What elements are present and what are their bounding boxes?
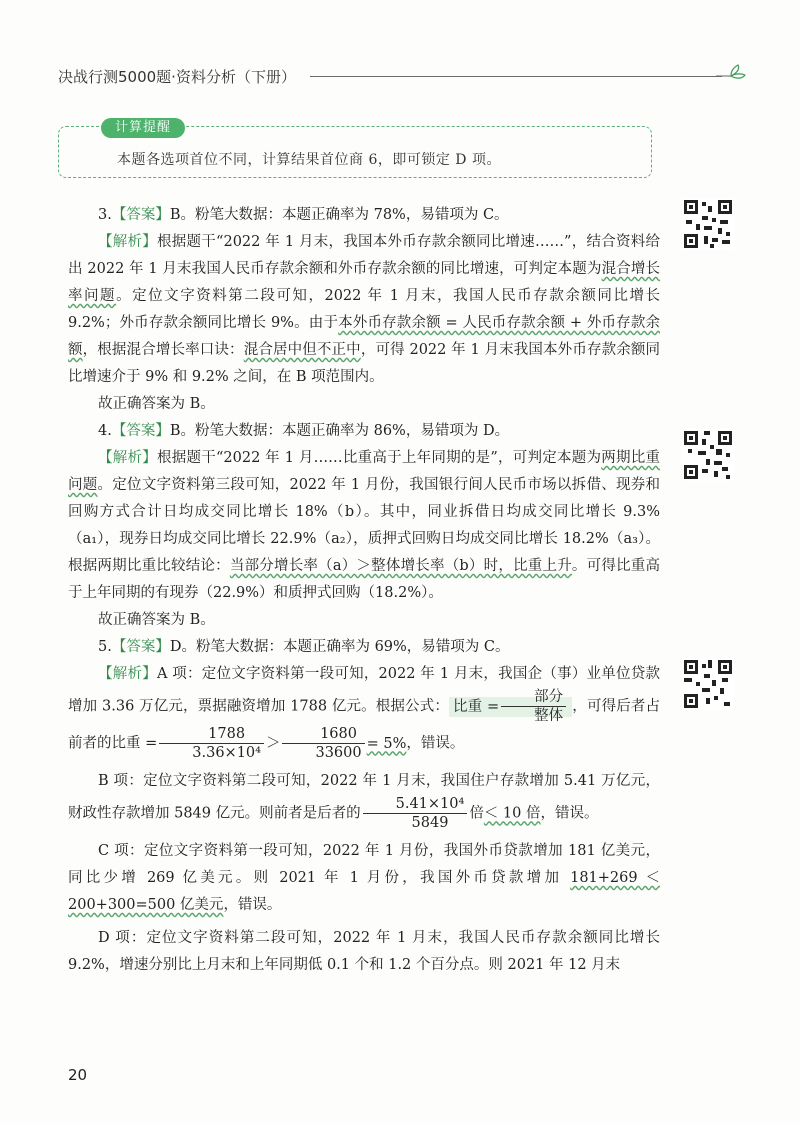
q3-analysis-text: ，根据混合增长率口诀： xyxy=(82,342,244,358)
qr-code-icon xyxy=(682,429,734,481)
book-title: 决战行测5000题·资料分析（下册） xyxy=(58,68,296,86)
q5-analysis-d: D 项：定位文字资料第二段可知，2022 年 1 月末，我国人民币存款余额同比增长 9.2%，增速分别比上月末和上年同期低 0.1 个和 1.2 个百分点。则 2021 年 12 月末 xyxy=(68,930,660,973)
q3-answer-tag: 【答案】 xyxy=(111,207,170,223)
q5-option-a-text: ，可得后者占前者的比重 = xyxy=(68,698,661,752)
q5-option-c-highlight: 181+269 ＜ 200+300=500 亿美元 xyxy=(68,870,660,913)
q5-option-b-end: ，错误。 xyxy=(540,805,599,822)
tip-text: 本题各选项首位不同，计算结果首位商 6，即可锁定 D 项。 xyxy=(117,152,501,168)
q3-analysis-text: ，可得 2022 年 1 月末我国本外币存款余额同比增速介于 9% 和 9.2% 之间，在 B 项范围内。 xyxy=(68,342,661,385)
q5-answer xyxy=(68,634,660,661)
q4-analysis xyxy=(68,445,660,607)
calc-result: = 5% xyxy=(366,735,407,752)
fraction-numerator: 1680 xyxy=(282,725,364,744)
sprout-icon xyxy=(714,62,748,84)
calc-fraction-2 xyxy=(282,725,364,762)
calc-highlight xyxy=(280,726,407,761)
q5-option-b-text: 倍 xyxy=(469,805,484,822)
q4-analysis-tag: 【解析】 xyxy=(98,450,157,466)
q3-answer-text: B。粉笔大数据：本题正确率为 78%，易错项为 C。 xyxy=(169,207,509,223)
fraction-denominator: 整体 xyxy=(534,708,564,724)
q5-option-a-end: ，错误。 xyxy=(406,735,465,752)
q3-highlight-formula: 本外币存款余额 = 人民币存款余额 + 外币存款余额 xyxy=(68,315,660,358)
fraction-numerator: 部分 xyxy=(501,688,566,707)
fraction-denominator: 3.36×10⁴ xyxy=(192,745,261,761)
page-number: 20 xyxy=(68,1066,88,1084)
q5-option-c-end: ，错误。 xyxy=(223,897,282,913)
fraction-denominator: 5849 xyxy=(411,815,449,831)
q3-analysis-tag: 【解析】 xyxy=(98,234,158,250)
qr-code-q5[interactable] xyxy=(682,658,734,710)
q5-option-b-text: B 项：定位文字资料第二段可知，2022 年 1 月末，我国住户存款增加 5.41 万亿元，财政性存款增加 5849 亿元。则前者是后者的 xyxy=(68,773,660,822)
formula-lhs: 比重 = xyxy=(452,698,500,715)
q3-highlight-rule: 混合居中但不正中 xyxy=(243,342,361,358)
share-formula xyxy=(449,689,572,724)
q4-conclusion: 故正确答案为 B。 xyxy=(98,612,215,628)
q4-answer xyxy=(68,418,660,445)
q4-answer-text: B。粉笔大数据：本题正确率为 86%，易错项为 D。 xyxy=(169,423,510,439)
greater-than-sign: ＞ xyxy=(265,735,281,752)
q5-option-a-text: A 项：定位文字资料第一段可知，2022 年 1 月末，我国企（事）业单位贷款增加 3.36 万亿元，票据融资增加 1788 亿元。根据公式： xyxy=(68,666,660,715)
q4-highlight-rule: 当部分增长率（a）＞整体增长率（b）时，比重上升 xyxy=(229,558,572,574)
formula-fraction xyxy=(501,688,566,725)
q4-analysis-text: 。定位文字资料第三段可知，2022 年 1 月份，我国银行间人民币市场以拆借、现券和回购方式合计日均成交同比增长 18%（b）。其中，同业拆借日均成交同比增长 9.3%（a₁），现券日均成交同比增长 22.9%（a₂），质押式回购日均成交同比增长 18.2%（a₃）。根据两期比重比较结论： xyxy=(68,477,661,574)
calc-fraction-1 xyxy=(159,725,264,762)
q4-analysis-text: 根据题干“2022 年 1 月……比重高于上年同期的是”，可判定本题为 xyxy=(157,450,602,466)
qr-code-q3[interactable] xyxy=(682,198,734,250)
q4-number: 4. xyxy=(98,423,112,439)
fraction-numerator: 5.41×10⁴ xyxy=(363,795,468,814)
q4-analysis-text: 。可得比重高于上年同期的有现券（22.9%）和质押式回购（18.2%）。 xyxy=(68,558,660,601)
q3-answer xyxy=(68,202,660,229)
calculation-tip-box xyxy=(58,120,652,178)
q5-answer-text: D。粉笔大数据：本题正确率为 69%，易错项为 C。 xyxy=(169,639,510,655)
q5-answer-tag: 【答案】 xyxy=(111,639,170,655)
q3-conclusion: 故正确答案为 B。 xyxy=(98,396,215,412)
q3-analysis-text: 。定位文字资料第二段可知，2022 年 1 月末，我国人民币存款余额同比增长 9.2%；外币存款余额同比增长 9%。由于 xyxy=(68,288,661,331)
q5-number: 5. xyxy=(98,639,112,655)
fraction-numerator: 1788 xyxy=(159,725,264,744)
qr-code-icon xyxy=(682,198,734,250)
q5-option-c-text: C 项：定位文字资料第一段可知，2022 年 1 月份，我国外币贷款增加 181 亿美元，同比少增 269 亿美元。则 2021 年 1 月份，我国外币贷款增加 xyxy=(68,843,660,886)
q5-option-b-highlight: ＜ 10 倍 xyxy=(483,805,541,822)
q5-analysis-a xyxy=(68,661,660,762)
fraction-denominator: 33600 xyxy=(315,745,362,761)
answer-content xyxy=(68,202,660,979)
page-header xyxy=(58,62,748,92)
q3-analysis-text: 根据题干“2022 年 1 月末，我国本外币存款余额同比增速……”，结合资料给出 2022 年 1 月末我国人民币存款余额和外币存款余额的同比增速，可判定本题为 xyxy=(68,234,661,277)
q4-answer-tag: 【答案】 xyxy=(111,423,170,439)
q3-highlight-problem-type: 混合增长率问题 xyxy=(68,261,661,304)
header-rule xyxy=(310,76,722,77)
qr-code-q4[interactable] xyxy=(682,429,734,481)
q5-analysis-b xyxy=(68,768,660,832)
q5-analysis-tag: 【解析】 xyxy=(98,666,157,682)
q3-number: 3. xyxy=(98,207,112,223)
q5-analysis-c xyxy=(68,838,660,919)
q3-analysis xyxy=(68,229,660,391)
qr-code-icon xyxy=(682,658,734,710)
tip-label: 计算提醒 xyxy=(101,118,185,138)
q4-highlight-problem-type: 两期比重问题 xyxy=(68,450,661,493)
calc-fraction-b xyxy=(363,795,468,832)
